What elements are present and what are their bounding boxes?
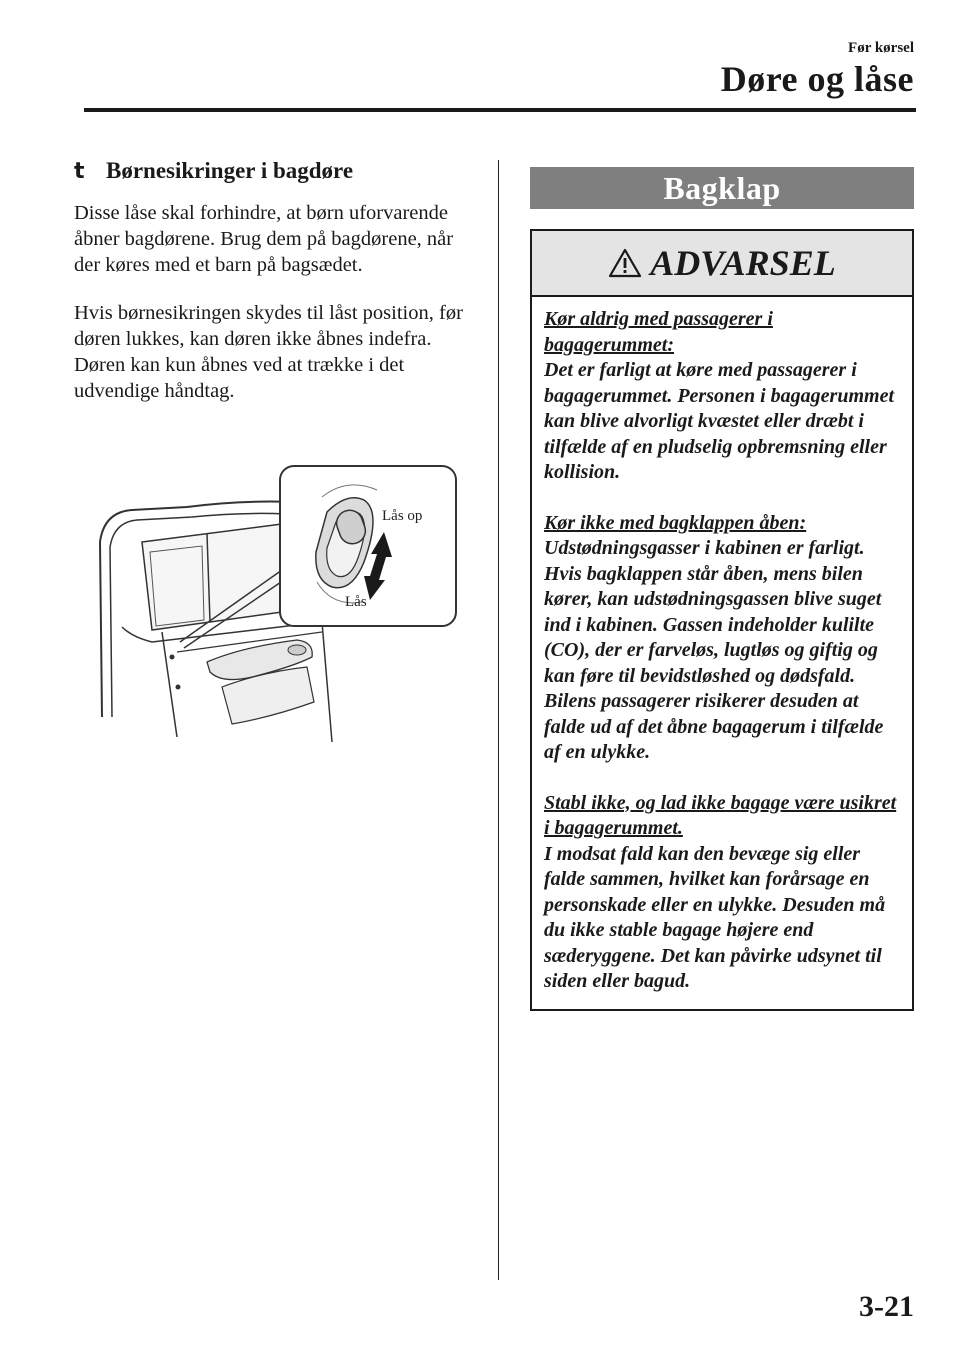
warning-block-luggage [544, 791, 902, 995]
section-bullet-icon: t [74, 159, 85, 184]
warning-block-heading: Kør aldrig med passagerer i bagagerummet: [544, 308, 773, 356]
warning-block-heading: Stabl ikke, og lad ikke bagage være usikret i bagagerummet. [544, 791, 897, 839]
warning-block-text: Det er farligt at køre med passagerer i bagagerummet. Personen i bagagerummet kan blive alvorligt kvæstet eller dræbt i tilfælde af en pludselig opbremsning eller kollision. [544, 359, 894, 483]
warning-title: ADVARSEL [650, 243, 836, 283]
warning-block-heading: Kør ikke med bagklappen åben: [544, 511, 807, 534]
paragraph-lock-behaviour: Hvis børnesikringen skydes til låst position, før døren lukkes, kan døren ikke åbnes indefra. Døren kan kun åbnes ved at trække i det udvendige håndtag. [74, 302, 463, 402]
page-number: 3-21 [859, 1290, 914, 1323]
warning-body [532, 297, 912, 1009]
door-drawing [92, 462, 462, 752]
label-unlock: Lås op [382, 508, 423, 524]
warning-header [532, 231, 912, 297]
column-divider [498, 160, 499, 1280]
header-section-label: Før kørsel [848, 40, 914, 56]
section-heading-text: Børnesikringer i bagdøre [106, 158, 354, 183]
section-title-bar: Bagklap [530, 167, 914, 209]
label-lock: Lås [345, 594, 367, 610]
right-column [530, 167, 914, 1011]
warning-block-open-tailgate [544, 511, 902, 766]
child-lock-illustration [92, 462, 462, 752]
warning-box [530, 229, 914, 1011]
warning-block-passengers [544, 307, 902, 486]
paragraph-purpose: Disse låse skal forhindre, at børn uforvarende åbner bagdørene. Brug dem på bagdørene, når der køres med et barn på bagsædet. [74, 202, 454, 276]
left-column [74, 158, 479, 426]
page-title: Døre og låse [720, 59, 914, 99]
warning-block-text: Udstødningsgasser i kabinen er farligt. Hvis bagklappen står åben, mens bilen kører, kan udstødningsgassen blive suget ind i kabinen. Gassen indeholder kulilte (CO), der er farveløs, lugtløs og giftig og kan føre til bevidstløshed og dødsfald. Bilens passagerer risikerer desuden at falde ud af det åbne bagagerum i tilfælde af en ulykke. [544, 537, 884, 763]
header-divider [84, 108, 916, 112]
warning-block-text: I modsat fald kan den bevæge sig eller falde sammen, hvilket kan forårsage en personskade eller en ulykke. Desuden må du ikke stable bagage højere end sæderyggene. Det kan påvirke udsynet til siden eller bagud. [544, 842, 886, 992]
section-heading [74, 158, 479, 184]
warning-triangle-icon [608, 248, 642, 278]
